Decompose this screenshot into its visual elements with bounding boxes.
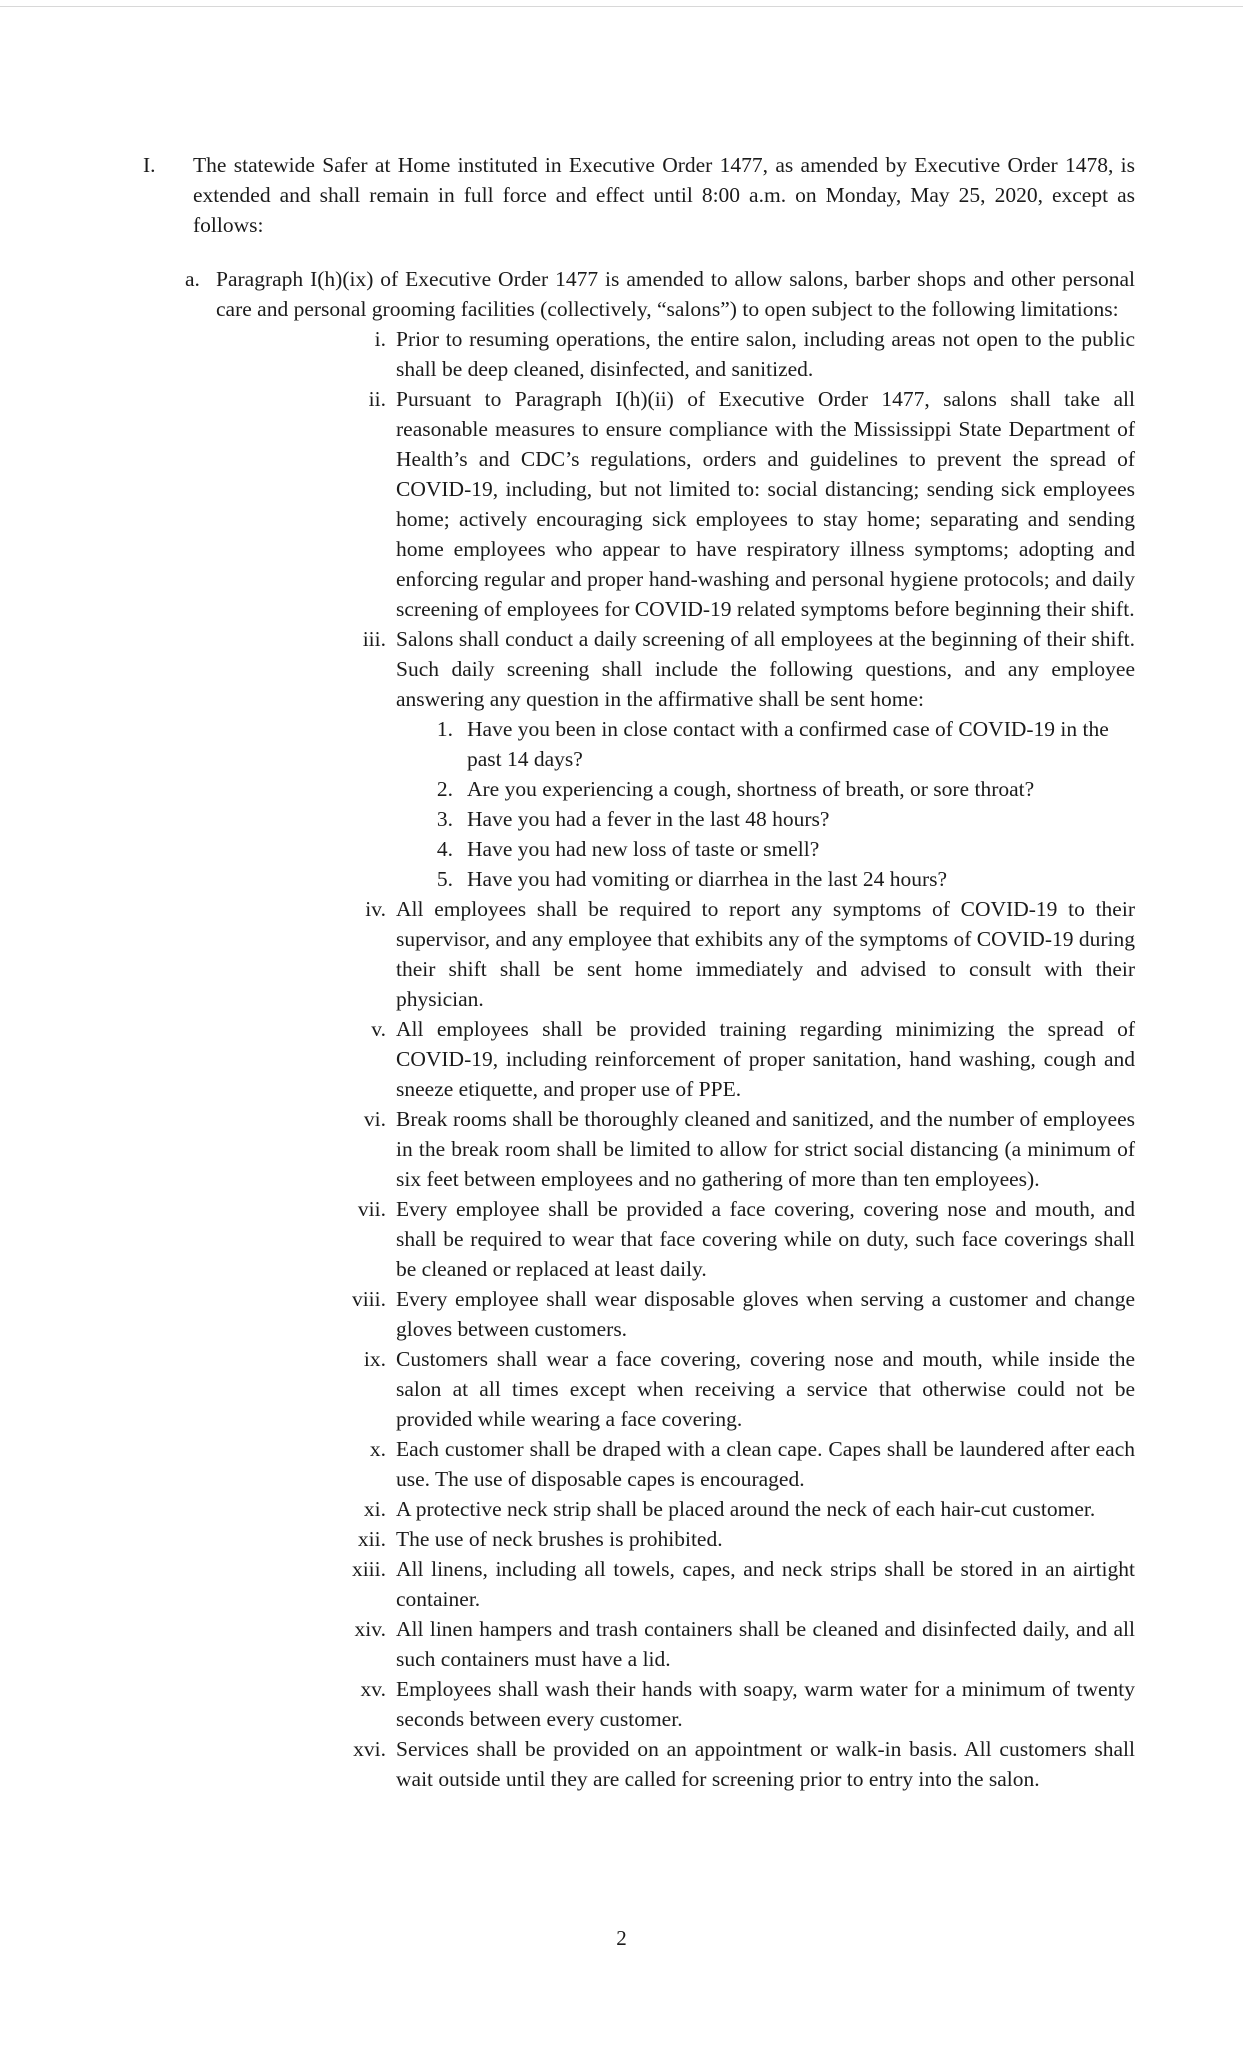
section-i (143, 150, 1135, 240)
question-text: Are you experiencing a cough, shortness of breath, or sore throat? (467, 777, 1035, 801)
limitation-text: Customers shall wear a face covering, covering nose and mouth, while inside the salon at all times except when receiving a service that otherwise could not be provided while wearing a face covering. (396, 1347, 1135, 1431)
order-body (143, 150, 1135, 1794)
limitation-text: Salons shall conduct a daily screening of all employees at the beginning of their shift. Such daily screening shall include the following questions, and any employee answering any question in the affirmative shall be sent home: (396, 627, 1135, 711)
scan-edge-line (0, 6, 1243, 7)
limitation-body (396, 1554, 1135, 1614)
limitation-number: v. (371, 1017, 386, 1041)
limitation-item (341, 624, 1135, 894)
limitation-body (396, 384, 1135, 624)
paragraph-a (185, 264, 1135, 324)
limitation-item (341, 1524, 1135, 1554)
screening-question (411, 714, 1135, 774)
limitation-item (341, 1494, 1135, 1524)
limitation-number: vi. (363, 1107, 386, 1131)
limitation-number: xiv. (354, 1617, 386, 1641)
question-number: 3. (436, 807, 453, 831)
question-text: Have you had new loss of taste or smell? (467, 837, 820, 861)
limitation-body (396, 1284, 1135, 1344)
limitation-item (341, 1434, 1135, 1494)
limitation-body (396, 1344, 1135, 1434)
limitation-item (341, 1344, 1135, 1434)
limitation-text: All linen hampers and trash containers shall be cleaned and disinfected daily, and all such containers must have a lid. (396, 1617, 1135, 1671)
limitations-list (143, 324, 1135, 1794)
question-number: 4. (436, 837, 453, 861)
limitation-number: xv. (360, 1677, 386, 1701)
limitation-text: Break rooms shall be thoroughly cleaned and sanitized, and the number of employees in the break room shall be limited to allow for strict social distancing (a minimum of six feet between employees and no gathering of more than ten employees). (396, 1107, 1135, 1191)
question-text: Have you had vomiting or diarrhea in the last 24 hours? (467, 867, 948, 891)
limitation-number: vii. (357, 1197, 386, 1221)
limitation-text: Services shall be provided on an appointment or walk-in basis. All customers shall wait outside until they are called for screening prior to entry into the salon. (396, 1737, 1135, 1791)
limitation-text: A protective neck strip shall be placed around the neck of each hair-cut customer. (396, 1497, 1096, 1521)
limitation-number: xvi. (353, 1737, 386, 1761)
limitation-item (341, 1614, 1135, 1674)
limitation-item (341, 1284, 1135, 1344)
limitation-body (396, 894, 1135, 1014)
limitation-item (341, 1734, 1135, 1794)
limitation-item (341, 1554, 1135, 1614)
limitation-body (396, 1674, 1135, 1734)
limitation-number: xiii. (351, 1557, 386, 1581)
limitation-item (341, 384, 1135, 624)
limitation-body (396, 1014, 1135, 1104)
limitation-text: Every employee shall wear disposable gloves when serving a customer and change gloves between customers. (396, 1287, 1135, 1341)
limitation-number: ii. (368, 387, 386, 411)
limitation-body (396, 1194, 1135, 1284)
limitation-text: All linens, including all towels, capes, and neck strips shall be stored in an airtight container. (396, 1557, 1135, 1611)
screening-questions-list (396, 714, 1135, 894)
limitation-number: ix. (363, 1347, 386, 1371)
limitation-body (396, 624, 1135, 894)
limitation-text: Employees shall wash their hands with soapy, warm water for a minimum of twenty seconds between every customer. (396, 1677, 1135, 1731)
limitation-item (341, 894, 1135, 1014)
limitation-number: i. (374, 327, 386, 351)
limitation-number: xii. (357, 1527, 386, 1551)
limitation-item (341, 1674, 1135, 1734)
limitation-body (396, 1524, 1135, 1554)
screening-question (411, 804, 1135, 834)
limitation-item (341, 1014, 1135, 1104)
section-number: I. (143, 153, 156, 177)
limitation-item (341, 324, 1135, 384)
limitation-text: Prior to resuming operations, the entire salon, including areas not open to the public shall be deep cleaned, disinfected, and sanitized. (396, 327, 1135, 381)
paragraph-text: Paragraph I(h)(ix) of Executive Order 1477 is amended to allow salons, barber shops and other personal care and personal grooming facilities (collectively, “salons”) to open subject to the following limitations: (216, 267, 1135, 321)
limitation-number: iv. (365, 897, 386, 921)
limitation-body (396, 1494, 1135, 1524)
limitation-number: viii. (351, 1287, 386, 1311)
limitation-text: All employees shall be provided training regarding minimizing the spread of COVID-19, including reinforcement of proper sanitation, hand washing, cough and sneeze etiquette, and proper use of PPE. (396, 1017, 1135, 1101)
limitation-body (396, 1614, 1135, 1674)
limitation-item (341, 1104, 1135, 1194)
limitation-number: x. (369, 1437, 386, 1461)
question-text: Have you been in close contact with a confirmed case of COVID-19 in the past 14 days? (467, 717, 1109, 771)
limitation-body (396, 1434, 1135, 1494)
limitation-body (396, 324, 1135, 384)
question-number: 2. (436, 777, 453, 801)
limitation-text: All employees shall be required to report any symptoms of COVID-19 to their supervisor, and any employee that exhibits any of the symptoms of COVID-19 during their shift shall be sent home immediately and advised to consult with their physician. (396, 897, 1135, 1011)
screening-question (411, 864, 1135, 894)
limitation-body (396, 1104, 1135, 1194)
screening-question (411, 834, 1135, 864)
question-text: Have you had a fever in the last 48 hours? (467, 807, 830, 831)
question-number: 5. (436, 867, 453, 891)
limitation-text: Every employee shall be provided a face covering, covering nose and mouth, and shall be required to wear that face covering while on duty, such face coverings shall be cleaned or replaced at least daily. (396, 1197, 1135, 1281)
limitation-text: Pursuant to Paragraph I(h)(ii) of Executive Order 1477, salons shall take all reasonable measures to ensure compliance with the Mississippi State Department of Health’s and CDC’s regulations, orders and guidelines to prevent the spread of COVID-19, including, but not limited to: social distancing; sending sick employees home; actively encouraging sick employees to stay home; separating and sending home employees who appear to have respiratory illness symptoms; adopting and enforcing regular and proper hand-washing and personal hygiene protocols; and daily screening of employees for COVID-19 related symptoms before beginning their shift. (396, 387, 1135, 621)
limitation-number: iii. (362, 627, 386, 651)
paragraph-letter: a. (185, 267, 200, 291)
section-text: The statewide Safer at Home instituted in Executive Order 1477, as amended by Executive Order 1478, is extended and shall remain in full force and effect until 8:00 a.m. on Monday, May 25, 2020, except as follows: (193, 153, 1135, 237)
limitation-item (341, 1194, 1135, 1284)
question-number: 1. (436, 717, 453, 741)
limitation-text: The use of neck brushes is prohibited. (396, 1527, 723, 1551)
page-number: 2 (616, 1926, 627, 1950)
screening-question (411, 774, 1135, 804)
limitation-text: Each customer shall be draped with a clean cape. Capes shall be laundered after each use. The use of disposable capes is encouraged. (396, 1437, 1135, 1491)
limitation-body (396, 1734, 1135, 1794)
limitation-number: xi. (363, 1497, 386, 1521)
